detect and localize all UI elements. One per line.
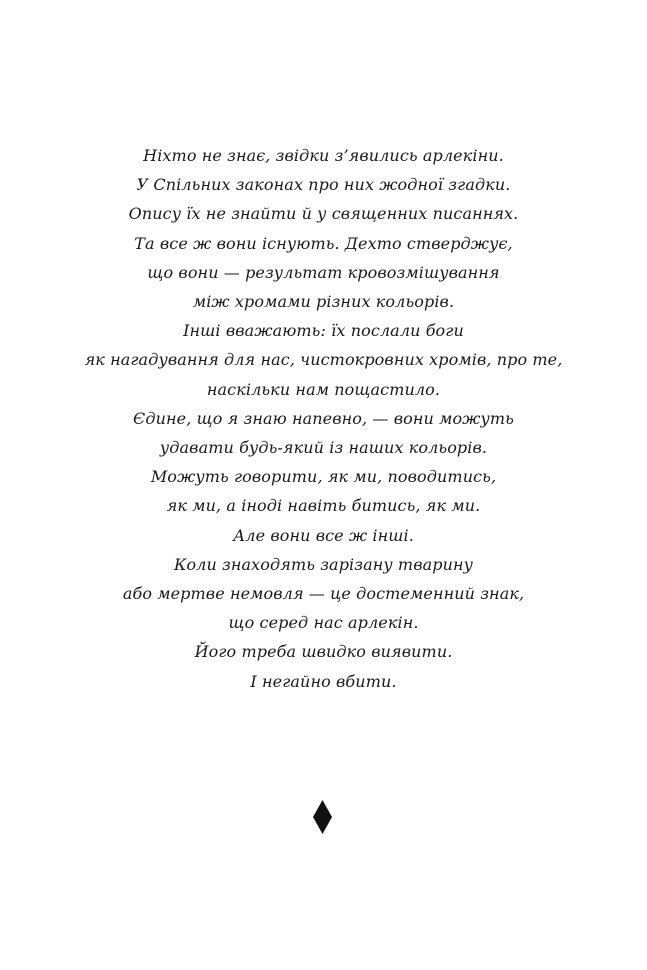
poem-line: Опису їх не знайти й у священних писаннях. [128,204,519,224]
black-diamond-icon [313,800,332,834]
poem-line: або мертве немовля — це достеменний знак, [122,584,525,604]
poem-line: Інші вважають: їх послали боги [183,321,464,341]
poem-line: Єдине, що я знаю напевно, — вони можуть [133,408,514,428]
poem-line: Його треба швидко виявити. [194,642,453,662]
poem-line: Можуть говорити, як ми, поводитись, [150,467,497,487]
poem-line: У Спільних законах про них жодної згадки. [136,175,511,195]
poem-line: Але вони все ж інші. [233,525,414,545]
poem-line: що вони — результат кровозмішування [147,262,500,282]
poem-line: Коли знаходять зарізану тварину [173,554,474,574]
poem-line: як нагадування для нас, чистокровних хромів, про те, [84,350,563,370]
poem-line: як ми, а іноді навіть битись, як ми. [166,496,481,516]
poem-line: між хромами різних кольорів. [192,292,455,312]
poem-line: Ніхто не знає, звідки з’явились арлекіни. [143,146,504,165]
poem-line: удавати будь-який із наших кольорів. [159,438,488,458]
poem-line: що серед нас арлекін. [228,613,419,633]
poem-line: наскільки нам пощастило. [206,379,441,399]
epigraph-poem [0,141,647,696]
poem-line: І негайно вбити. [250,671,397,691]
poem-line: Та все ж вони існують. Дехто стверджує, [134,233,513,253]
